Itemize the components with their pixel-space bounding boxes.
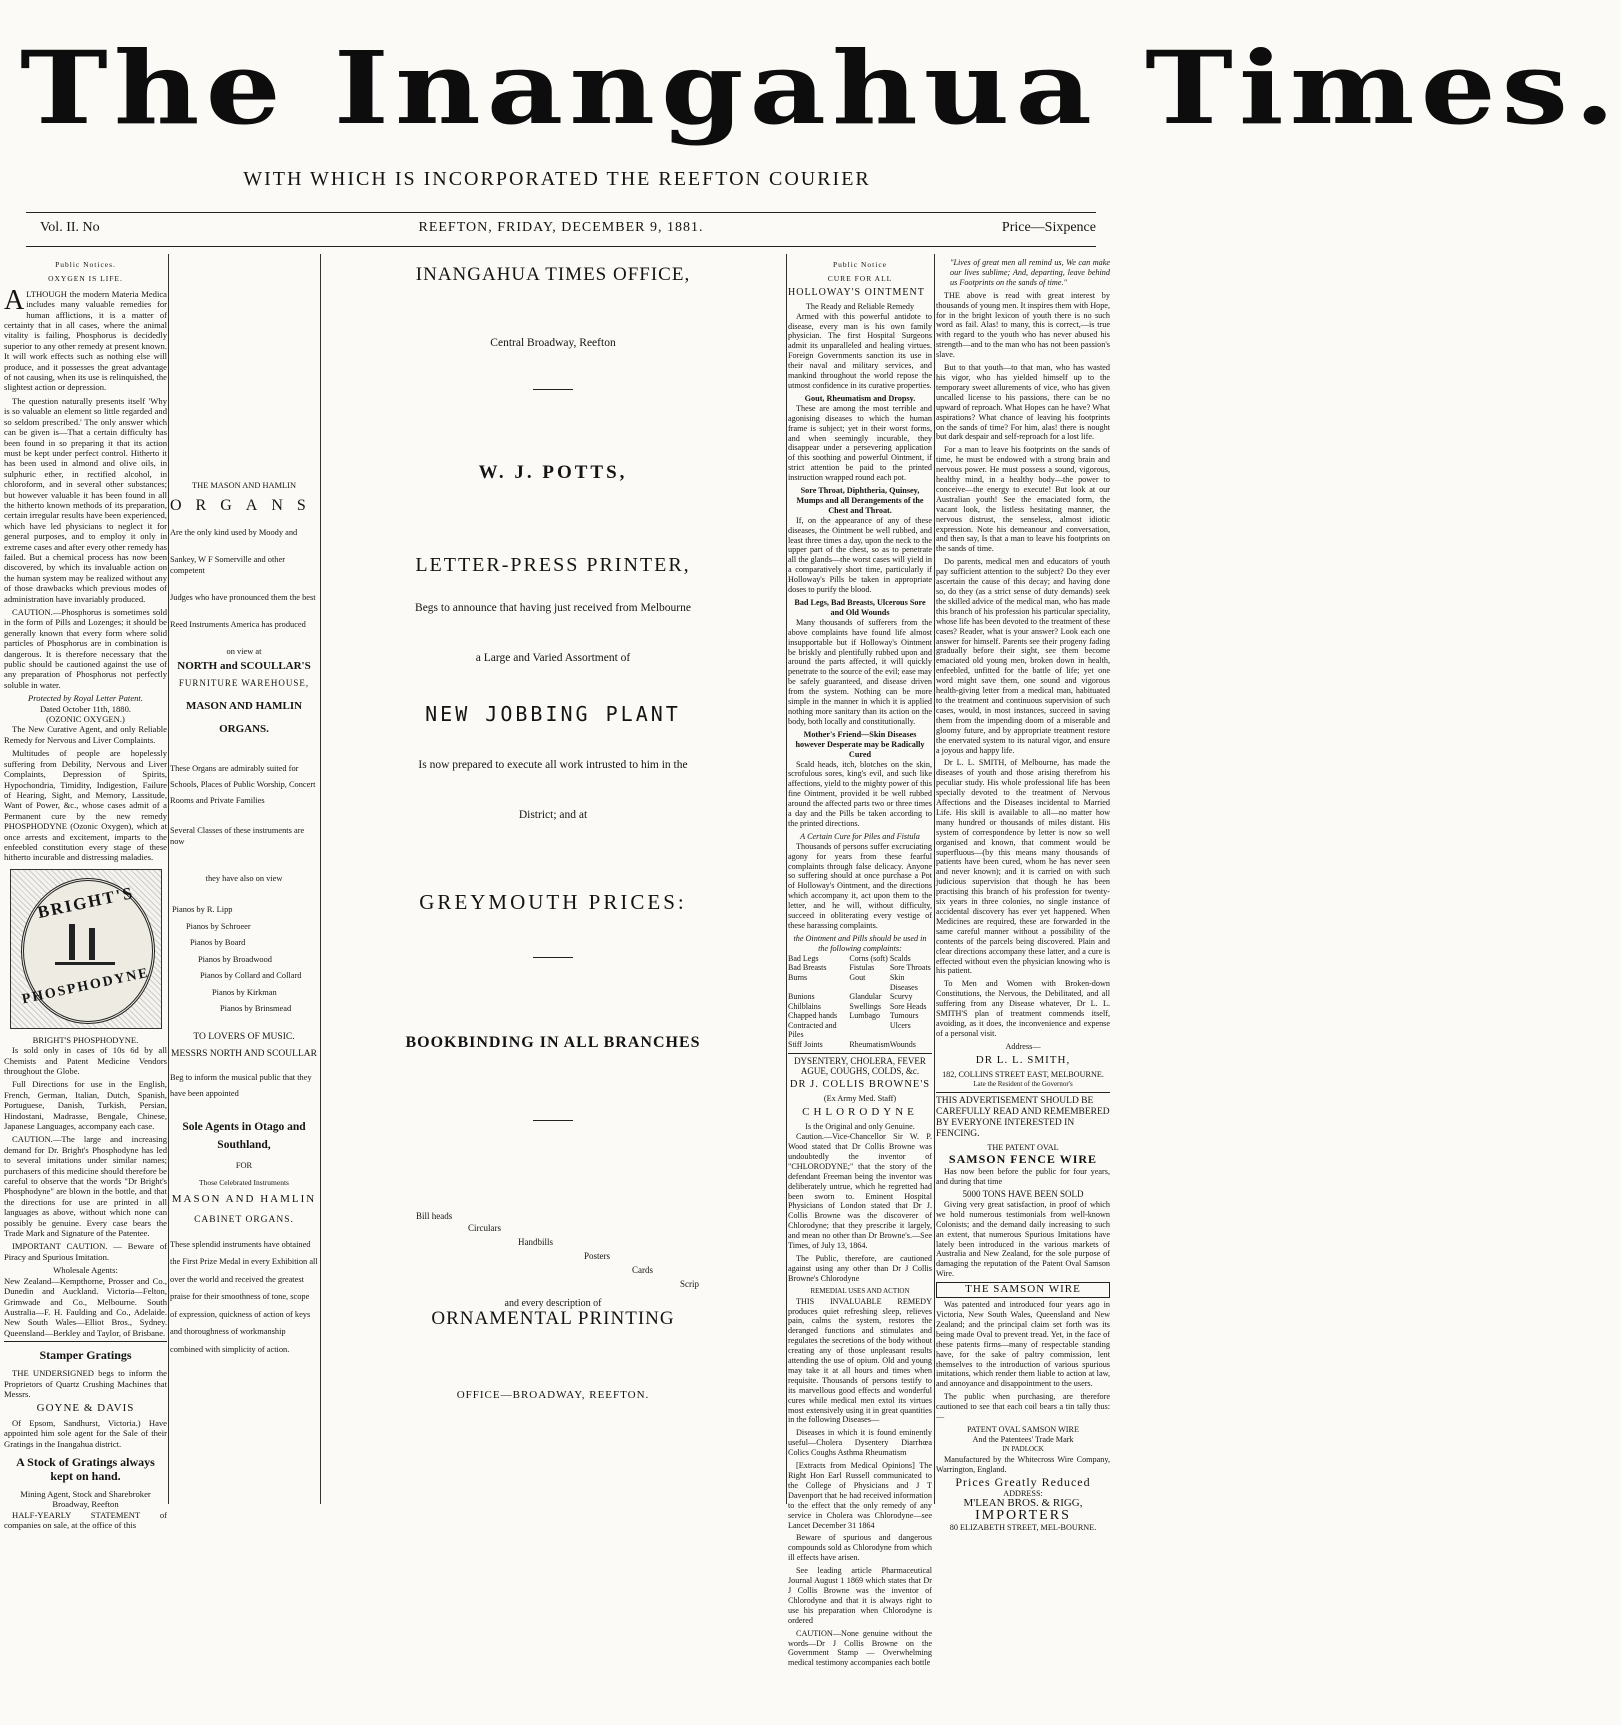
price: Price—Sixpence	[1001, 220, 1096, 235]
organ-ad-text: Are the only kind used by Moody and	[170, 528, 298, 538]
newspaper-title: The Inangahua Times.	[20, 28, 1621, 147]
complaint-row	[788, 1021, 932, 1040]
announcement-text: and every description of	[504, 1298, 602, 1310]
ad-body: See leading article Pharmaceutical Journal August 1 1869 which states that Dr J Collis Browne was the inventor of Chlorodyne and that it is always right to use his preparation when Chlorodyne is ordered	[788, 1566, 932, 1625]
tons-sold: 5000 TONS HAVE BEEN SOLD	[962, 1189, 1084, 1200]
mason-hamlin: MASON AND HAMLIN	[185, 700, 303, 713]
patent-line: Protected by Royal Letter Patent.	[28, 693, 143, 704]
in-padlock: IN PADLOCK	[1002, 1444, 1044, 1453]
ad-body: Of Epsom, Sandhurst, Victoria.) Have appointed him sole agent for the Sale of their Gratings in the Inangahua district.	[4, 1417, 167, 1449]
office-footer: OFFICE—BROADWAY, REEFTON.	[456, 1389, 650, 1402]
column-divider	[168, 254, 169, 1504]
complaint-cell: Gout	[849, 972, 866, 982]
messrs-north-scoullar: MESSRS NORTH AND SCOULLAR	[171, 1048, 317, 1059]
logo-top-text: BRIGHT'S	[35, 882, 136, 922]
section-label: Public Notices.	[55, 260, 116, 269]
ad-body: These are among the most terrible and agonising diseases to which the human frame is subject; yet in their worst forms, and when seemingly incurable, they disappear under a persevering application of this soothing and powerful Ointment, if strict attention be paid to the printed instruction wrapped round each pot.	[788, 403, 932, 483]
stamper-gratings-heading: Stamper Gratings	[39, 1348, 132, 1363]
ad-body: [Extracts from Medical Opinions] The Right Hon Earl Russell communicated to the College of Physicians and J T Davenport that he had received information to the effect that the only remedy of any service in Cholera was Chlorodyne—see Lancet December 31 1864	[788, 1461, 932, 1530]
announcement-text: a Large and Varied Assortment of	[475, 652, 631, 665]
ad-body: The Public, therefore, are cautioned against using any other than Dr J Collis Browne's Chlorodyne	[788, 1253, 932, 1283]
divider	[936, 1092, 1110, 1093]
mlean-bros: M'LEAN BROS. & RIGG,	[963, 1497, 1083, 1510]
ad-body: Dr L. L. SMITH, of Melbourne, has made the diseases of youth and those arising therefrom his peculiar study. His whole professional life has been specially devoted to the treatment of Nervous Affections and the Diseases incidental to Married Life. His skill is available to all—no matter how many hundred or thousands of miles distant. His system of correspondence by letter is now so well organised and known, that comment would be superfluous—(by this means many thousands of patients have been cured, whom he has never seen and never known); and it is carried on with such judicious supervision that though he has been practising this branch of his profession for twenty-six years in three colonies, no single instance of accidental discovery has ever yet happened. When Medicines are required, these are forwarded in the same careful manner without a possibility of the contents of the parcels being discovered. Plain and clear directions accompany these latter, and a cure is effected without even the physician knowing who is his patient.	[936, 758, 1110, 976]
ad-body: But to that youth—to that man, who has wasted his vigor, who has yielded himself up to the temporary sweet allurements of vice, who has given uncalled license to his passions, there can be no upward of reproach. What Hopes can he have? What aspirations? What chance of leaving his footprints on the sands of time? For him, alas! there is nought but dark despair and self-reproach for a lost life.	[936, 363, 1110, 442]
ad-body: Is sold only in cases of 10s 6d by all Chemists and Patent Medicine Vendors throughout the Globe.	[4, 1045, 167, 1076]
organ-ad-text: they have also on view	[205, 874, 283, 884]
complaint-cell: Burns	[788, 972, 808, 982]
column-divider	[786, 254, 787, 1504]
announcement-text: Is now prepared to execute all work intrusted to him in the	[418, 758, 688, 771]
ad-body: If, on the appearance of any of these diseases, the Ointment be well rubbed, and least three times a day, upon the neck to the upper part of the chest, so as to penetrate all the glands—the worst cases will yield in a comparatively short time, particularly if Holloway's Pills be taken in appropriate doses to purify the blood.	[788, 515, 932, 595]
complaint-cell: Chilblains	[788, 1001, 821, 1011]
samson-fence-wire: SAMSON FENCE WIRE	[948, 1152, 1098, 1167]
complaint-cell: Bunions	[788, 992, 815, 1002]
subheading: Mother's Friend—Skin Diseases however Desperate may be Radically Cured	[795, 729, 925, 759]
complaint-cell: Tumours	[889, 1011, 919, 1021]
drop-cap: A	[4, 284, 25, 316]
army-staff: (Ex Army Med. Staff)	[823, 1094, 897, 1104]
ship-icon	[55, 932, 115, 965]
subheading: Sore Throat, Diphtheria, Quinsey, Mumps and all Derangements of the Chest and Throat.	[796, 486, 924, 515]
complaint-cell: Wounds	[889, 1040, 916, 1050]
divider	[4, 1341, 167, 1342]
complaint-cell: Fistulas	[849, 963, 875, 973]
agents-list: New Zealand—Kempthorne, Prosser and Co., Dunedin and Auckland. Victoria—Felton, Grimwade and Co., Melbourne. South Australia—F. H. Faulding and Co., Adelaide. New South Wales—Elliot Bros., Sydney. Queensland—Berkley and Taylor, of Brisbane.	[4, 1275, 167, 1338]
complaint-row	[788, 973, 932, 992]
ad-body: THE above is read with great interest by thousands of young men. It inspires them with Hope, for in the bright lexicon of youth there is no such word as fail. Alas! to many, this is correct,—is true with regard to the youth who has never abused his strength—and to the man who has not been passion's slave.	[936, 290, 1110, 360]
dysentery-heading: DYSENTERY, CHOLERA, FEVER AGUE, COUGHS, COLDS, &c.	[794, 1055, 926, 1076]
ad-body: Giving very great satisfaction, in proof of which we hold numerous testimonials from well-known Colonists; and the demand daily increasing to such an extent, that numerous Spurious Imitations have lately been introduced in the various markets of Australia and New Zealand, for the sole purpose of damaging the reputation of the Patent Oval Samson Wire.	[936, 1199, 1110, 1279]
stock-gratings: A Stock of Gratings always kept on hand.	[16, 1454, 155, 1483]
dr-smith: DR L. L. SMITH,	[975, 1053, 1071, 1066]
mason-hamlin-2: MASON AND HAMLIN	[171, 1192, 317, 1205]
printing-item: Scrip	[680, 1279, 699, 1290]
divider	[533, 389, 573, 390]
complaint-cell: Sore Throats	[889, 963, 931, 973]
piano-item: Pianos by Collard and Collard	[200, 971, 302, 981]
dateline-rule	[26, 246, 1096, 247]
subheading: Gout, Rheumatism and Dropsy.	[804, 393, 916, 403]
piano-item: Pianos by Schroeer	[186, 921, 251, 931]
tin-tally: PATENT OVAL SAMSON WIRE	[967, 1424, 1079, 1434]
ad-body: The New Curative Agent, and only Reliable Remedy for Nervous and Liver Complaints.	[4, 724, 167, 745]
printing-item: Circulars	[468, 1223, 501, 1234]
proprietor-name: W. J. POTTS,	[478, 461, 628, 483]
prices-reduced: Prices Greatly Reduced	[955, 1474, 1091, 1489]
subheading: A Certain Cure for Piles and Fistula	[800, 831, 920, 841]
complaint-row	[788, 1040, 932, 1050]
printing-item: Posters	[584, 1251, 611, 1262]
poem: "Lives of great men all remind us, We can make our lives sublime; And, departing, leave behind us Footprints on the sands of time."	[950, 258, 1110, 287]
complaint-cell: Swellings	[849, 1001, 881, 1011]
ad-body: To Men and Women with Broken-down Constitutions, the Nervous, the Debilitated, and all suffering from any Disease whatever, Dr L. L. SMITH'S plan of treatment commends itself, avoiding, as it does, the inconvenience and expense of a personal visit.	[936, 979, 1110, 1038]
piano-item: Pianos by Brinsmead	[220, 1004, 292, 1014]
ad-body: THIS INVALUABLE REMEDY produces quiet refreshing sleep, relieves pain, calms the system, restores the deranged functions and stimulates and regulates the secretions of the body without creating any of those unpleasant results attending the use of opium. Old and young may take it at all hours and times when requisite. Thousands of persons testify to its marvellous good effects and wonderful cures while medical men extol its virtues most extensively using it in great quantities in the following Diseases—	[788, 1296, 932, 1425]
ready-remedy: The Ready and Reliable Remedy	[805, 301, 915, 311]
ad-body: Caution.—Vice-Chancellor Sir W. P. Wood stated that Dr Collis Browne was undoubtedly the inventor of "CHLORODYNE;" that the story of the defendant Freeman being the inventor was deliberately untrue, which he regretted had been sworn to. Eminent Hospital Physicians of London stated that Dr J. Collis Browne was the discoverer of Chlorodyne; that they prescribe it largely, and mean no other than Dr Browne's.—See Times, of July 13, 1864.	[788, 1132, 932, 1251]
announcement-text: Begs to announce that having just received from Melbourne	[415, 601, 691, 614]
complaint-cell: Sore Heads	[889, 1001, 927, 1011]
organ-ad-text: Judges who have pronounced them the best	[170, 593, 316, 603]
volume-number: Vol. II. No	[40, 220, 100, 235]
furniture-warehouse: FURNITURE WAREHOUSE,	[178, 678, 310, 689]
agents-heading: Wholesale Agents:	[53, 1265, 118, 1276]
ad-body: Many thousands of sufferers from the above complaints have found life almost insupportable but if Holloway's Ointment be briskly and plentifully rubbed upon and around the parts affected, it will quickly penetrate to the source of the evil; ease may be safely guaranteed, and disease driven from the system. Nothing can be more simple in the manner in which it is applied nothing more sanitary than its action on the body, both locally and constitutionally.	[788, 617, 932, 726]
printing-item: Handbills	[518, 1237, 553, 1248]
complaint-cell: Rheumatism	[849, 1040, 890, 1050]
bookbinding: BOOKBINDING IN ALL BRANCHES	[405, 1034, 701, 1052]
column-smith-samson	[936, 258, 1110, 1533]
divider	[788, 1053, 932, 1054]
office-title: INANGAHUA TIMES OFFICE,	[415, 264, 691, 285]
complaints-table	[788, 954, 932, 1050]
ad-body: For a man to leave his footprints on the sands of time, he must be endowed with a strong brain and nervous power. He must possess a sound, vigorous, healthy mind, in a healthy body—the power to conceive—the energy to execute! But look at our Australian youth! See the emaciated form, the vacant look, the listless hesitating manner, the nervous distrust, the senseless, almost idiotic expression. Note his demeanour and conversation, and then say, Is that a man to leave his footprints on the sands of time.	[936, 445, 1110, 554]
column-printing-office	[322, 258, 784, 1503]
column-holloway-chlorodyne	[788, 258, 932, 1668]
complaint-row	[788, 954, 932, 964]
complaint-cell: Bad Breasts	[788, 963, 827, 973]
section-label: Public Notice	[832, 260, 888, 269]
fencing-advert: THIS ADVERTISEMENT SHOULD BE CAREFULLY READ AND REMEMBERED BY EVERYONE INTERESTED IN FENCING.	[936, 1096, 1110, 1140]
organ-ad-text: Reed Instruments America has produced	[170, 620, 306, 630]
ad-body: Was patented and introduced four years ago in Victoria, New South Wales, Queensland and New Zealand; and the principal claim set forth was its being made Oval to prevent tread. Yet, in the face of these patents firms—many of respectable standing have, for the sake of paltry commission, lent themselves to the introduction of various spurious imitations, which render them liable to action at law, and annoyance and disappointment to the users.	[936, 1300, 1110, 1389]
patent-date: Dated October 11th, 1880.	[39, 703, 132, 714]
ad-body: Scald heads, itch, blotches on the skin, scrofulous sores, king's evil, and such like affections, yield to the mighty power of this fine Ointment, provided it be well rubbed around the affected parts two or three times a day and the Pills be taken according to the printed directions.	[788, 759, 932, 828]
complaint-cell: Contracted and Piles	[788, 1020, 837, 1040]
ad-body: The question naturally presents itself 'Why is so valuable an element so little regarded and so seldom prescribed.' The only answer which can be given is—That a certain difficulty has been found in so preparing it that its action must be kept under perfect control. Hitherto it has been used in almond and olive oils, in sulphuric ether, in rectified alcohol, in chloroform, and in several other substances; but however valuable it has been found in all the hitherto known methods of its preparation, certain irregular results have been experienced, which have led physicians to neglect it for general purposes, and to employ it only in extreme cases and after every other remedy has failed. But a chemical process has now been discovered, by which its invaluable action on the human system may be realized without any of those drawbacks which previous modes of administration have invariably produced.	[4, 395, 167, 604]
printing-item: Bill heads	[416, 1211, 453, 1222]
complaint-cell: Chapped hands	[788, 1011, 838, 1021]
ad-body: The public when purchasing, are therefore cautioned to see that each coil bears a tin tally thus:—	[936, 1392, 1110, 1422]
north-scoullar: NORTH and SCOULLAR'S	[177, 660, 311, 673]
column-organs	[170, 258, 318, 1725]
trade-mark: And the Patentees' Trade Mark	[972, 1434, 1074, 1444]
holloway-ointment: HOLLOWAY'S OINTMENT	[788, 286, 925, 298]
piano-item: Pianos by Board	[190, 938, 246, 948]
masthead	[0, 0, 1621, 200]
ad-body: Thousands of persons suffer excruciating agony for years from these fearful complaints through false delicacy. Anyone so suffering should at once purchase a Pot of Holloway's Ointment, and the directions which accompany it, act upon them to the letter, and he will, without difficulty, succeed in obliterating every vestige of these harassing complaints.	[788, 841, 932, 930]
original-genuine: Is the Original and only Genuine.	[805, 1122, 915, 1132]
samson-wire-heading: THE SAMSON WIRE	[936, 1282, 1110, 1298]
ad-body: Do parents, medical men and educators of youth pay sufficient attention to the subject? Do they ever ascertain the cause of this decay; and having done so, do they (as a strict sense of duty demands) seek the skilled advice of the medical man, who has made this branch of his profession his particular speciality, whose life has been devoted to the treatment of these cases? Reader, what is your answer? Look each one answer for himself. Parents see their progeny fading gradually before their sight, see them become emaciated old young men, broken down in health, enfeebled, unfitted for the battle of life; yet one word might save them, one sound and vigorous health-giving letter from a medical man, habituated to the treatment and continuous supervision of such cases, would, in most instances, succeed in saving them from the impending doom of a miserable and gloomy future, and by appropriate treatment restore the enervated system to its natural vigor, and ensure a joyous and happy life.	[936, 557, 1110, 755]
organ-ad-text: Beg to inform the musical public that they have been appointed	[170, 1072, 312, 1098]
address-label: Address—	[1005, 1041, 1041, 1051]
collis-browne: DR J. COLLIS BROWNE'S	[789, 1079, 931, 1091]
half-yearly-statement: HALF-YEARLY STATEMENT of companies on sale, at the office of this	[4, 1509, 167, 1531]
complaint-row	[788, 992, 932, 1002]
office-address: Central Broadway, Reefton	[490, 337, 616, 350]
caution-text: CAUTION.—The large and increasing demand for Dr. Bright's Phosphodyne has led to several imitations under similar names; purchasers of this medicine should therefore be careful to observe that the words "Dr Bright's Phosphodyne" are blown in the bottle, and that the directions for use are printed in all languages as above, without which none can possibly be genuine. Every case bears the Trade Mark and Signature of the Patentee.	[4, 1134, 167, 1239]
caution-text: CAUTION.—Phosphorus is sometimes sold in the form of Pills and Lozenges; it should be generally known that every form where solid particles of Phosphorus are in combination is dangerous. It is therefore necessary that the public should be cautioned against the use of any preparation of Phosphorus not perfectly soluble in water.	[4, 607, 167, 690]
lovers-of-music: TO LOVERS OF MUSIC.	[193, 1031, 295, 1042]
organ-ad-text: These splendid instruments have obtained the First Prize Medal in every Exhibition all over the world and received the greatest praise for their smoothness of tone, scope of expression, quickness of action of keys and thoroughness of workmanship combined with simplicity of action.	[170, 1239, 318, 1354]
complaint-row	[788, 1011, 932, 1021]
organ-ad-text: on view at	[226, 647, 262, 657]
cabinet-organs: CABINET ORGANS.	[194, 1214, 294, 1225]
column-phosphodyne	[4, 258, 167, 1531]
late-resident: Late the Resident of the Governor's	[973, 1079, 1073, 1088]
complaint-cell: Scalds	[889, 953, 911, 963]
letter-press-printer: LETTER-PRESS PRINTER,	[415, 554, 691, 577]
ad-body: CAUTION—None genuine without the words—Dr J Collis Browne on the Government Stamp — Overwhelming medical testimony accompanies each bottle	[788, 1628, 932, 1668]
newspaper-subtitle: WITH WHICH IS INCORPORATED THE REEFTON COURIER	[243, 168, 871, 190]
piano-item: Pianos by Broadwood	[198, 954, 272, 964]
street-address: 80 ELIZABETH STREET, MEL-BOURNE.	[949, 1523, 1097, 1533]
address-label: ADDRESS:	[1003, 1489, 1043, 1499]
organ-ad-text: These Organs are admirably suited for Schools, Places of Public Worship, Concert Rooms and Private Families	[170, 764, 316, 806]
ad-body: Beware of spurious and dangerous compounds sold as Chlorodyne from which ill effects have arisen.	[788, 1533, 932, 1563]
dateline	[26, 220, 1096, 242]
ad-body: THE UNDERSIGNED begs to inform the Proprietors of Quartz Crushing Machines that Messrs.	[4, 1368, 167, 1399]
column-divider	[320, 254, 321, 1504]
ad-body: Full Directions for use in the English, French, German, Italian, Dutch, Spanish, Portuguese, Danish, Turkish, Persian, Hindostani, Madrasse, Bengale, Chinese, Japanese Languages, accompany each case.	[4, 1079, 167, 1131]
place-date: REEFTON, FRIDAY, DECEMBER 9, 1881.	[418, 220, 704, 235]
complaint-cell: Glandular	[849, 992, 882, 1002]
complaint-row	[788, 963, 932, 973]
importers: IMPORTERS	[975, 1508, 1071, 1524]
logo-bottom-text: PHOSPHODYNE	[20, 965, 151, 1008]
ad-heading: OXYGEN IS LIFE.	[48, 274, 123, 284]
ad-body: Diseases in which it is found eminently useful—Cholera Dysentery Diarrhœa Colics Coughs Asthma Rheumatism	[788, 1428, 932, 1458]
organ-ad-text: Sankey, W F Somerville and other competent	[170, 555, 285, 576]
complaint-cell: Bad Legs	[788, 953, 819, 963]
printing-item: Cards	[632, 1265, 653, 1276]
caution-text: IMPORTANT CAUTION. — Beware of Piracy and Spurious Imitation.	[4, 1241, 167, 1262]
organ-ad-text: Several Classes of these instruments are now	[170, 826, 305, 847]
ad-body: LTHOUGH the modern Materia Medica includes many valuable remedies for human afflictions, it is a matter of certainty that in all cases, where the animal vitality is failing, Phosphorus is decidedly superior to any other remedy at present known. It will work effects such as nothing else will produce, and it possesses the great advantage of not causing, when its use is relinquished, the slightest action or depression.	[4, 288, 167, 393]
ad-body: Armed with this powerful antidote to disease, every man is his own family physician. The first Hospital Surgeons admit its unparalleled and healing virtues. Foreign Governments sanction its use in their naval and military services, and mankind throughout the world repose the utmost confidence in its curative properties.	[788, 311, 932, 390]
product-name: BRIGHT'S PHOSPHODYNE.	[32, 1034, 139, 1045]
printing-items	[322, 1211, 784, 1299]
sole-agents: Sole Agents in Otago and Southland,	[182, 1120, 306, 1151]
for-label: FOR	[235, 1160, 253, 1170]
ozonic-oxygen: (OZONIC OXYGEN.)	[46, 714, 125, 725]
goyne-davis: GOYNE & DAVIS	[36, 1402, 135, 1415]
complaints-heading: the Ointment and Pills should be used in the following complaints:	[793, 933, 927, 953]
organ-ad-heading: THE MASON AND HAMLIN	[192, 481, 296, 490]
ad-body: Multitudes of people are hopelessly suffering from Debility, Nervous and Liver Complaints, Depression of Spirits, Hypochondria, Timidity, Indigestion, Failure of Hearing, Sight, and Memory, Lassitude, Want of Power, &c., whose cases admit of a Permanent cure by the new remedy PHOSPHODYNE (Ozonic Oxygen), which at once arrests and excitement, imparts to the enfeebled constitution every stage of these hitherto incurable and distressing maladies.	[4, 748, 167, 863]
complaint-cell: Ulcers	[889, 1020, 911, 1030]
piano-item: Pianos by Kirkman	[212, 987, 277, 997]
chlorodyne-title: CHLORODYNE	[802, 1106, 918, 1119]
announcement-text: District; and at	[518, 809, 588, 822]
ad-body: Has now been before the public for four years, and during that time	[936, 1167, 1110, 1187]
subheading: Bad Legs, Bad Breasts, Ulcerous Sore and Old Wounds	[794, 598, 926, 617]
piano-list	[170, 902, 318, 1018]
piano-item: Pianos by R. Lipp	[172, 905, 233, 915]
column-divider	[934, 254, 935, 1504]
cure-for-all: CURE FOR ALL	[827, 273, 893, 283]
greymouth-prices: GREYMOUTH PRICES:	[419, 889, 687, 914]
complaint-cell: Corns (soft)	[849, 953, 888, 963]
complaint-cell: Stiff Joints	[788, 1040, 823, 1050]
divider	[533, 957, 573, 958]
complaint-cell: Skin Diseases	[889, 972, 918, 992]
patent-oval: THE PATENT OVAL	[987, 1143, 1059, 1153]
brights-phosphodyne-logo	[10, 869, 162, 1029]
complaint-cell: Scurvy	[889, 992, 913, 1002]
ornamental-printing: ORNAMENTAL PRINTING	[431, 1307, 675, 1329]
ad-body: Manufactured by the Whitecross Wire Company, Warrington, England.	[936, 1454, 1110, 1474]
celebrated-instruments: Those Celebrated Instruments	[199, 1177, 289, 1187]
organs-title: ORGANS	[170, 497, 320, 514]
mining-agent: Mining Agent, Stock and Sharebroker Broadway, Reefton	[20, 1488, 151, 1510]
new-jobbing-plant: NEW JOBBING PLANT	[425, 702, 681, 727]
organs-label: ORGANS.	[219, 723, 269, 736]
divider	[533, 1120, 573, 1121]
smith-address: 182, COLLINS STREET EAST, MELBOURNE.	[942, 1069, 1104, 1079]
complaint-row	[788, 1002, 932, 1012]
remedial-uses: REMEDIAL USES AND ACTION	[810, 1286, 910, 1295]
complaint-cell: Lumbago	[849, 1011, 881, 1021]
top-rule	[26, 212, 1096, 213]
complaint-cell	[849, 1021, 889, 1040]
